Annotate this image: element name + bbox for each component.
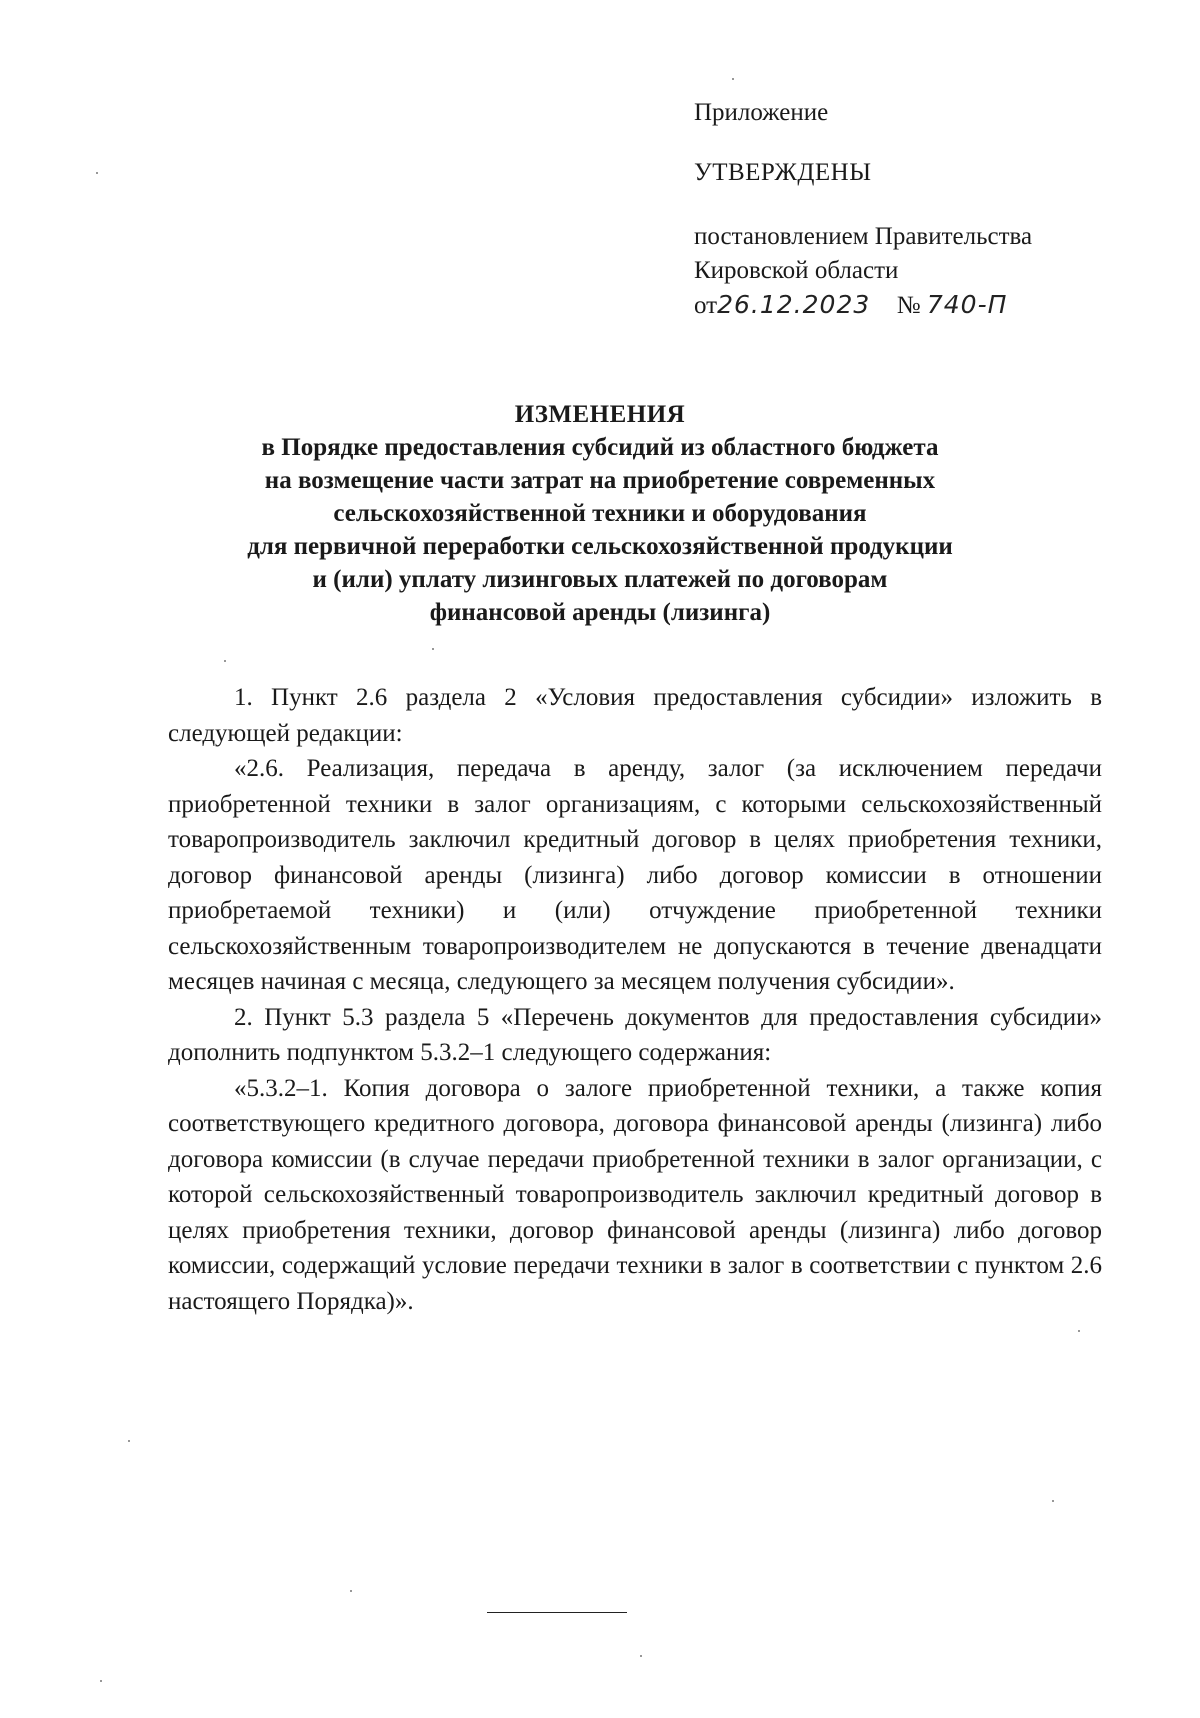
title-line: на возмещение части затрат на приобретение современных: [264, 467, 936, 494]
approval-block: [694, 96, 1114, 323]
resolution-date-number: [694, 288, 1114, 323]
paragraph-new-5-3-2-1: «5.3.2–1. Копия договора о залоге приобретенной техники, а также копия соответствующего кредитного договора, договора финансовой аренды (лизинга) либо договора комиссии (в случае передачи приобретенной техники в залог организации, с которой сельскохозяйственный товаропроизводитель заключил кредитный договор в целях приобретения техники, договор финансовой аренды (лизинга) либо договор комиссии, содержащий условие передачи техники в залог в соответствии с пунктом 2.6 настоящего Порядка)».: [168, 1074, 1102, 1315]
date-prefix: от: [694, 292, 718, 319]
number-prefix: №: [896, 292, 921, 319]
approved-region: Кировской области: [694, 257, 899, 284]
scan-speck: [224, 660, 226, 662]
scan-speck: [128, 1440, 130, 1442]
title-line: сельскохозяйственной техники и оборудования: [333, 500, 867, 527]
scan-speck: [732, 78, 734, 80]
annex-label: Приложение: [694, 99, 829, 126]
paragraph-item-2: 2. Пункт 5.3 раздела 5 «Перечень документов для предоставления субсидии» дополнить подпунктом 5.3.2–1 следующего содержания:: [168, 1003, 1102, 1066]
document-body: [168, 680, 1102, 1319]
approved-label: УТВЕРЖДЕНЫ: [694, 159, 872, 186]
scan-speck: [100, 1680, 102, 1682]
paragraph-new-2-6: «2.6. Реализация, передача в аренду, залог (за исключением передачи приобретенной техники в залог организациям, с которыми сельскохозяйственный товаропроизводитель заключил кредитный договор в целях приобретения техники, договор финансовой аренды (лизинга) либо договор комиссии в отношении приобретаемой техники) и (или) отчуждение приобретенной техники сельскохозяйственным товаропроизводителем не допускаются в течение двенадцати месяцев начиная с месяца, следующего за месяцем получения субсидии».: [168, 755, 1102, 995]
scan-speck: [350, 1590, 352, 1592]
scan-speck: [96, 172, 98, 174]
end-separator-line: [487, 1612, 627, 1613]
document-title: [150, 398, 1050, 629]
scan-speck: [1078, 1330, 1080, 1332]
handwritten-date: 26.12.2023: [717, 290, 871, 319]
title-line: и (или) уплату лизинговых платежей по договорам: [312, 566, 888, 593]
scan-speck: [640, 1655, 642, 1657]
title-line: в Порядке предоставления субсидий из областного бюджета: [261, 434, 939, 461]
scan-speck: [1052, 1500, 1054, 1502]
approved-by: постановлением Правительства: [694, 223, 1033, 250]
title-head: ИЗМЕНЕНИЯ: [514, 401, 686, 428]
scan-speck: [432, 648, 434, 650]
handwritten-number: 740-П: [926, 290, 1008, 319]
paragraph-item-1: 1. Пункт 2.6 раздела 2 «Условия предоставления субсидии» изложить в следующей редакции:: [168, 684, 1102, 747]
title-line: для первичной переработки сельскохозяйственной продукции: [247, 533, 953, 560]
title-line: финансовой аренды (лизинга): [429, 599, 771, 626]
